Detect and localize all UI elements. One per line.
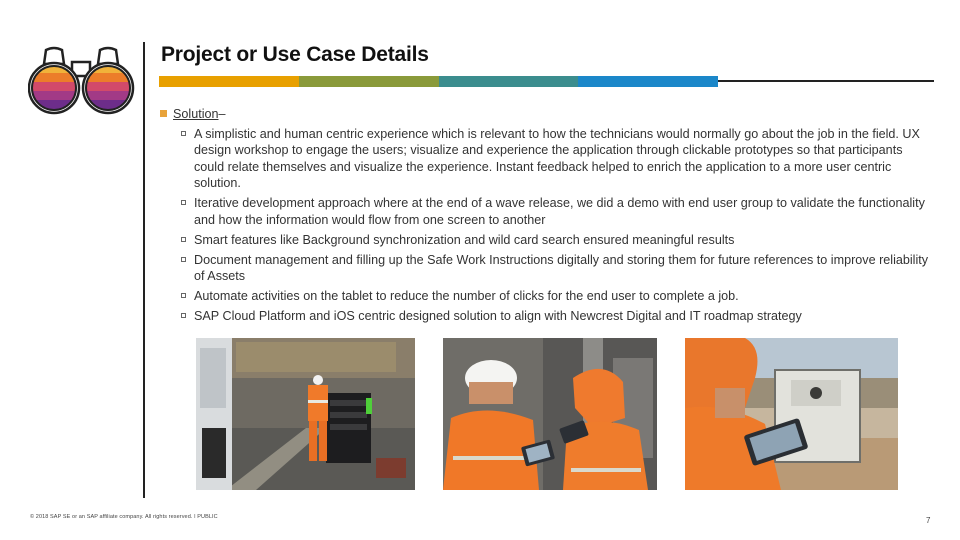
workshop-technician-photo: [196, 338, 415, 490]
section-heading: [160, 106, 940, 123]
list-item: Smart features like Background synchronization and wild card search ensured meaningful results: [181, 232, 940, 249]
solution-bullet-list: [160, 126, 940, 325]
title-rule: [718, 80, 934, 82]
hollow-square-bullet-icon: [181, 131, 186, 136]
hollow-square-bullet-icon: [181, 237, 186, 242]
technician-at-control-panel-photo: [685, 338, 898, 490]
page-number: 7: [926, 516, 931, 525]
list-item: Document management and filling up the Safe Work Instructions digitally and storing them for future references to improve reliability of Assets: [181, 252, 940, 285]
title-accent-stripes: [159, 76, 718, 87]
accent-stripe-1: [159, 76, 299, 87]
hollow-square-bullet-icon: [181, 313, 186, 318]
section-suffix: –: [218, 107, 226, 121]
list-item: Automate activities on the tablet to reduce the number of clicks for the end user to complete a job.: [181, 288, 940, 305]
vertical-divider: [143, 42, 145, 498]
content-body: [160, 106, 940, 328]
list-item: A simplistic and human centric experience which is relevant to how the technicians would normally go about the job in the field. UX design workshop to engage the users; visualize and experience the application through clickable prototypes so that participants could relate themselves and visualize the experience. Instant feedback helped to enrich the application to a more user centric solution.: [181, 126, 940, 192]
page-title: Project or Use Case Details: [161, 43, 429, 66]
accent-stripe-3: [439, 76, 578, 87]
accent-stripe-2: [299, 76, 439, 87]
hollow-square-bullet-icon: [181, 293, 186, 298]
accent-stripe-4: [578, 76, 718, 87]
list-item: Iterative development approach where at the end of a wave release, we did a demo with end user group to validate the functionality and how the information would flow from one screen to another: [181, 195, 940, 228]
copyright-footer: © 2018 SAP SE or an SAP affiliate company. All rights reserved. ǀ PUBLIC: [30, 514, 218, 520]
section-label: Solution: [173, 107, 219, 121]
technicians-with-tablet-photo: [443, 338, 657, 490]
hollow-square-bullet-icon: [181, 200, 186, 205]
binoculars-icon: [28, 44, 136, 116]
hollow-square-bullet-icon: [181, 257, 186, 262]
list-item: SAP Cloud Platform and iOS centric designed solution to align with Newcrest Digital and IT roadmap strategy: [181, 308, 940, 325]
square-bullet-icon: [160, 110, 167, 117]
